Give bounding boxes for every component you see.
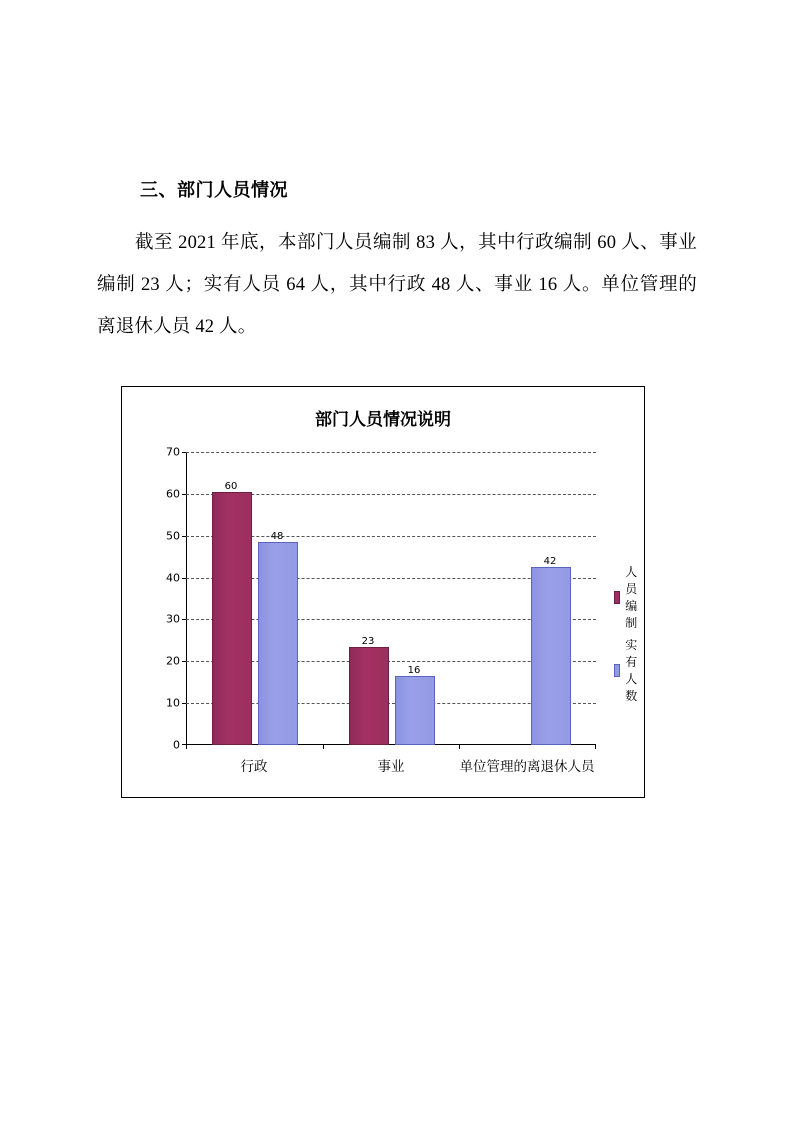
bar-value-label-42: 42 [543,556,557,568]
y-tick-label-20: 20 [166,654,180,668]
section-paragraph: 截至 2021 年底，本部门人员编制 83 人，其中行政编制 60 人、事业编制 23 人；实有人员 64 人，其中行政 48 人、事业 16 人。单位管理的离退休人员 42 人。 [97,233,697,337]
y-tick-mark-50 [182,536,186,537]
chart-plot-area [166,445,596,775]
bar-shiye-shiyourenshu [395,676,435,745]
y-tick-mark-30 [182,619,186,620]
y-tick-mark-40 [182,578,186,579]
y-tick-mark-70 [182,452,186,453]
legend-item-shiyourenshu [614,636,644,704]
chart-legend [614,563,644,709]
bar-value-label-23: 23 [361,635,375,647]
bar-xingzheng-shiyourenshu [258,542,298,745]
legend-swatch-icon [614,591,620,604]
gridline-70 [186,452,596,453]
legend-item-renyuanbianzhi [614,563,644,631]
bar-value-label-48: 48 [270,531,284,543]
y-tick-label-60: 60 [166,487,180,501]
y-tick-label-30: 30 [166,612,180,626]
x-tick-mark-1 [323,745,324,749]
chart-container [121,386,645,798]
x-tick-mark-end [595,745,596,749]
legend-label-1: 实有人数 [625,638,638,703]
bar-xingzheng-renyuanbianzhi [212,492,252,745]
y-axis-line [186,452,187,745]
x-category-label-2: 单位管理的离退休人员 [459,759,595,775]
y-tick-label-10: 10 [166,696,180,710]
y-tick-mark-60 [182,494,186,495]
bar-value-label-16: 16 [407,665,421,676]
bar-shiye-renyuanbianzhi [349,647,389,745]
y-tick-label-0: 0 [173,738,180,752]
legend-swatch-icon [614,664,620,677]
y-tick-label-50: 50 [166,529,180,543]
y-tick-label-40: 40 [166,571,180,585]
x-category-label-1: 事业 [377,759,405,775]
x-tick-mark-2 [459,745,460,749]
legend-label-0: 人员编制 [625,565,638,630]
x-category-label-0: 行政 [240,759,268,775]
y-tick-label-70: 70 [166,445,180,459]
bar-lituixiu-shiyourenshu [531,567,571,745]
bar-value-label-60: 60 [224,481,238,492]
x-tick-mark-start [186,745,187,749]
y-tick-mark-10 [182,703,186,704]
section-heading: 三、部门人员情况 [140,180,288,201]
chart-title: 部门人员情况说明 [315,410,451,430]
y-tick-mark-20 [182,661,186,662]
